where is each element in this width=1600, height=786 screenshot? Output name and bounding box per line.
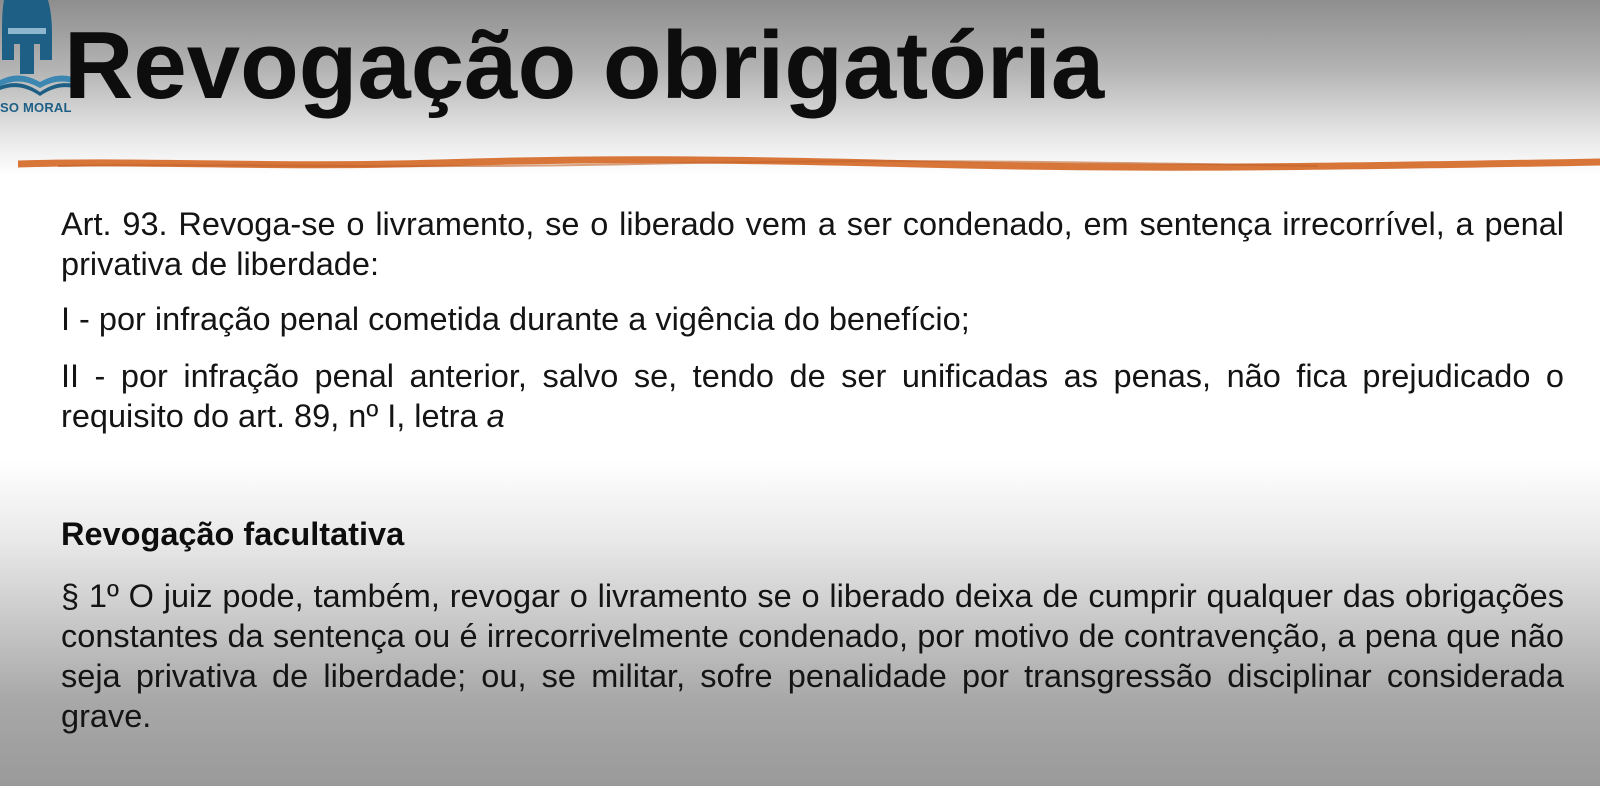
- article-93-text: Art. 93. Revoga-se o livramento, se o liberado vem a ser condenado, em sentença irrecorrível, a penal privativa de liberdade:: [61, 206, 1564, 282]
- inciso-ii-italic-letter: a: [486, 398, 505, 434]
- paragraph-1-text: § 1º O juiz pode, também, revogar o livramento se o liberado deixa de cumprir qualquer das obrigações constantes da sentença ou é irrecorrivelmente condenado, por motivo de contravenção, a pena que não seja privativa de liberdade; ou, se militar, sofre penalidade por transgressão disciplinar considerada grave.: [61, 578, 1564, 734]
- logo-text: SO MORAL: [0, 100, 72, 115]
- inciso-ii-text: [61, 356, 1564, 436]
- slide-title: Revogação obrigatória: [64, 12, 1105, 119]
- title-divider: [18, 150, 1600, 180]
- inciso-i-text: I - por infração penal cometida durante a vigência do benefício;: [61, 301, 970, 337]
- slide-content: [61, 204, 1564, 736]
- inciso-ii-main: II - por infração penal anterior, salvo se, tendo de ser unificadas as penas, não fica prejudicado o requisito do art. 89, nº I, letra: [61, 358, 1564, 434]
- section-subheading: Revogação facultativa: [61, 516, 405, 552]
